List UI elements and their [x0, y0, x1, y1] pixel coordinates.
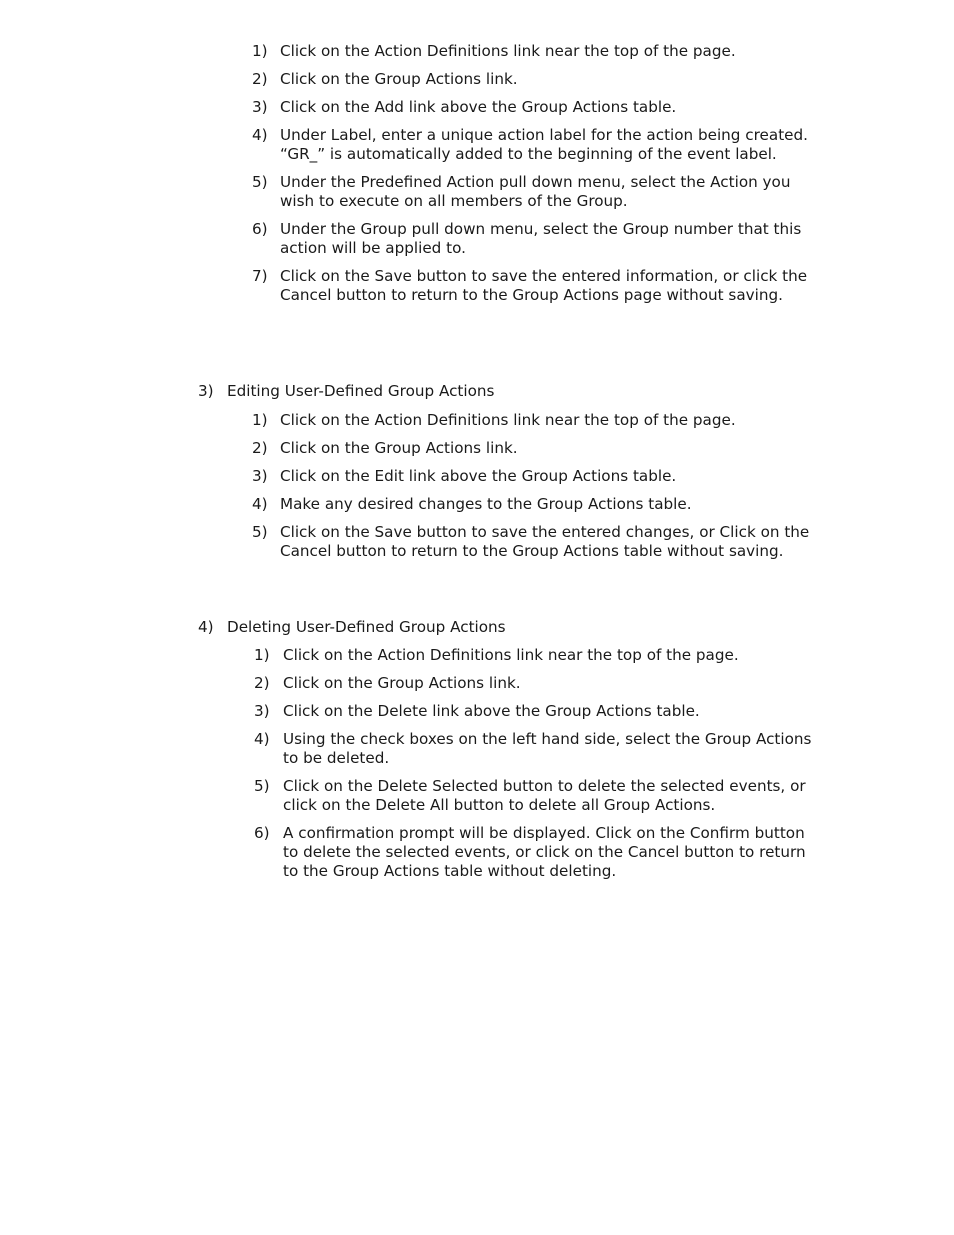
step-text: Click on the Delete link above the Group Actions table.	[283, 702, 700, 720]
deleting-steps	[254, 646, 824, 890]
list-item	[252, 220, 822, 258]
list-item	[252, 42, 822, 61]
step-number: 3)	[254, 702, 270, 720]
step-number: 4)	[252, 126, 268, 144]
step-number: 2)	[252, 70, 268, 88]
list-item	[254, 646, 824, 665]
step-number: 5)	[254, 777, 270, 795]
step-number: 1)	[252, 42, 268, 60]
list-item	[252, 173, 822, 211]
step-number: 3)	[252, 98, 268, 116]
list-item	[252, 267, 822, 305]
step-number: 1)	[252, 411, 268, 429]
list-item	[252, 467, 822, 486]
step-number: 4)	[252, 495, 268, 513]
step-number: 4)	[254, 730, 270, 748]
step-text: Click on the Add link above the Group Actions table.	[280, 98, 677, 116]
step-number: 2)	[252, 439, 268, 457]
step-text: A confirmation prompt will be displayed. Click on the Confirm button to delete the selected events, or click on the Cancel button to return to the Group Actions table without deleting.	[283, 824, 806, 880]
list-item	[252, 411, 822, 430]
section-number: 4)	[198, 618, 214, 636]
step-text: Under the Predefined Action pull down menu, select the Action you wish to execute on all members of the Group.	[280, 173, 791, 210]
step-text: Click on the Edit link above the Group Actions table.	[280, 467, 677, 485]
add-group-action-steps	[252, 42, 822, 314]
step-text: Click on the Group Actions link.	[280, 439, 518, 457]
section-heading-editing	[198, 382, 494, 401]
list-item	[254, 702, 824, 721]
list-item	[252, 126, 822, 164]
list-item	[252, 98, 822, 117]
editing-steps	[252, 411, 822, 570]
step-number: 2)	[254, 674, 270, 692]
step-text: Click on the Delete Selected button to delete the selected events, or click on the Delete All button to delete all Group Actions.	[283, 777, 806, 814]
list-item	[252, 439, 822, 458]
step-text: Click on the Action Definitions link near the top of the page.	[280, 411, 736, 429]
section-title: Editing User-Defined Group Actions	[227, 382, 495, 400]
section-title: Deleting User-Defined Group Actions	[227, 618, 506, 636]
list-item	[254, 674, 824, 693]
step-number: 3)	[252, 467, 268, 485]
step-text: Make any desired changes to the Group Actions table.	[280, 495, 692, 513]
section-heading-deleting	[198, 618, 506, 637]
list-item	[254, 730, 824, 768]
step-text: Click on the Group Actions link.	[283, 674, 521, 692]
step-number: 6)	[252, 220, 268, 238]
step-number: 7)	[252, 267, 268, 285]
step-text: Under the Group pull down menu, select the Group number that this action will be applied to.	[280, 220, 802, 257]
step-text: Click on the Save button to save the entered information, or click the Cancel button to return to the Group Actions page without saving.	[280, 267, 808, 304]
step-text: Using the check boxes on the left hand side, select the Group Actions to be deleted.	[283, 730, 812, 767]
list-item	[254, 824, 824, 881]
step-text: Click on the Action Definitions link near the top of the page.	[283, 646, 739, 664]
step-number: 1)	[254, 646, 270, 664]
step-text: Click on the Save button to save the entered changes, or Click on the Cancel button to return to the Group Actions table without saving.	[280, 523, 810, 560]
list-item	[252, 523, 822, 561]
step-text: Click on the Action Definitions link near the top of the page.	[280, 42, 736, 60]
step-number: 5)	[252, 173, 268, 191]
list-item	[254, 777, 824, 815]
step-text: Under Label, enter a unique action label for the action being created. “GR_” is automatically added to the beginning of the event label.	[280, 126, 808, 163]
step-text: Click on the Group Actions link.	[280, 70, 518, 88]
list-item	[252, 495, 822, 514]
list-item	[252, 70, 822, 89]
section-number: 3)	[198, 382, 214, 400]
step-number: 5)	[252, 523, 268, 541]
step-number: 6)	[254, 824, 270, 842]
